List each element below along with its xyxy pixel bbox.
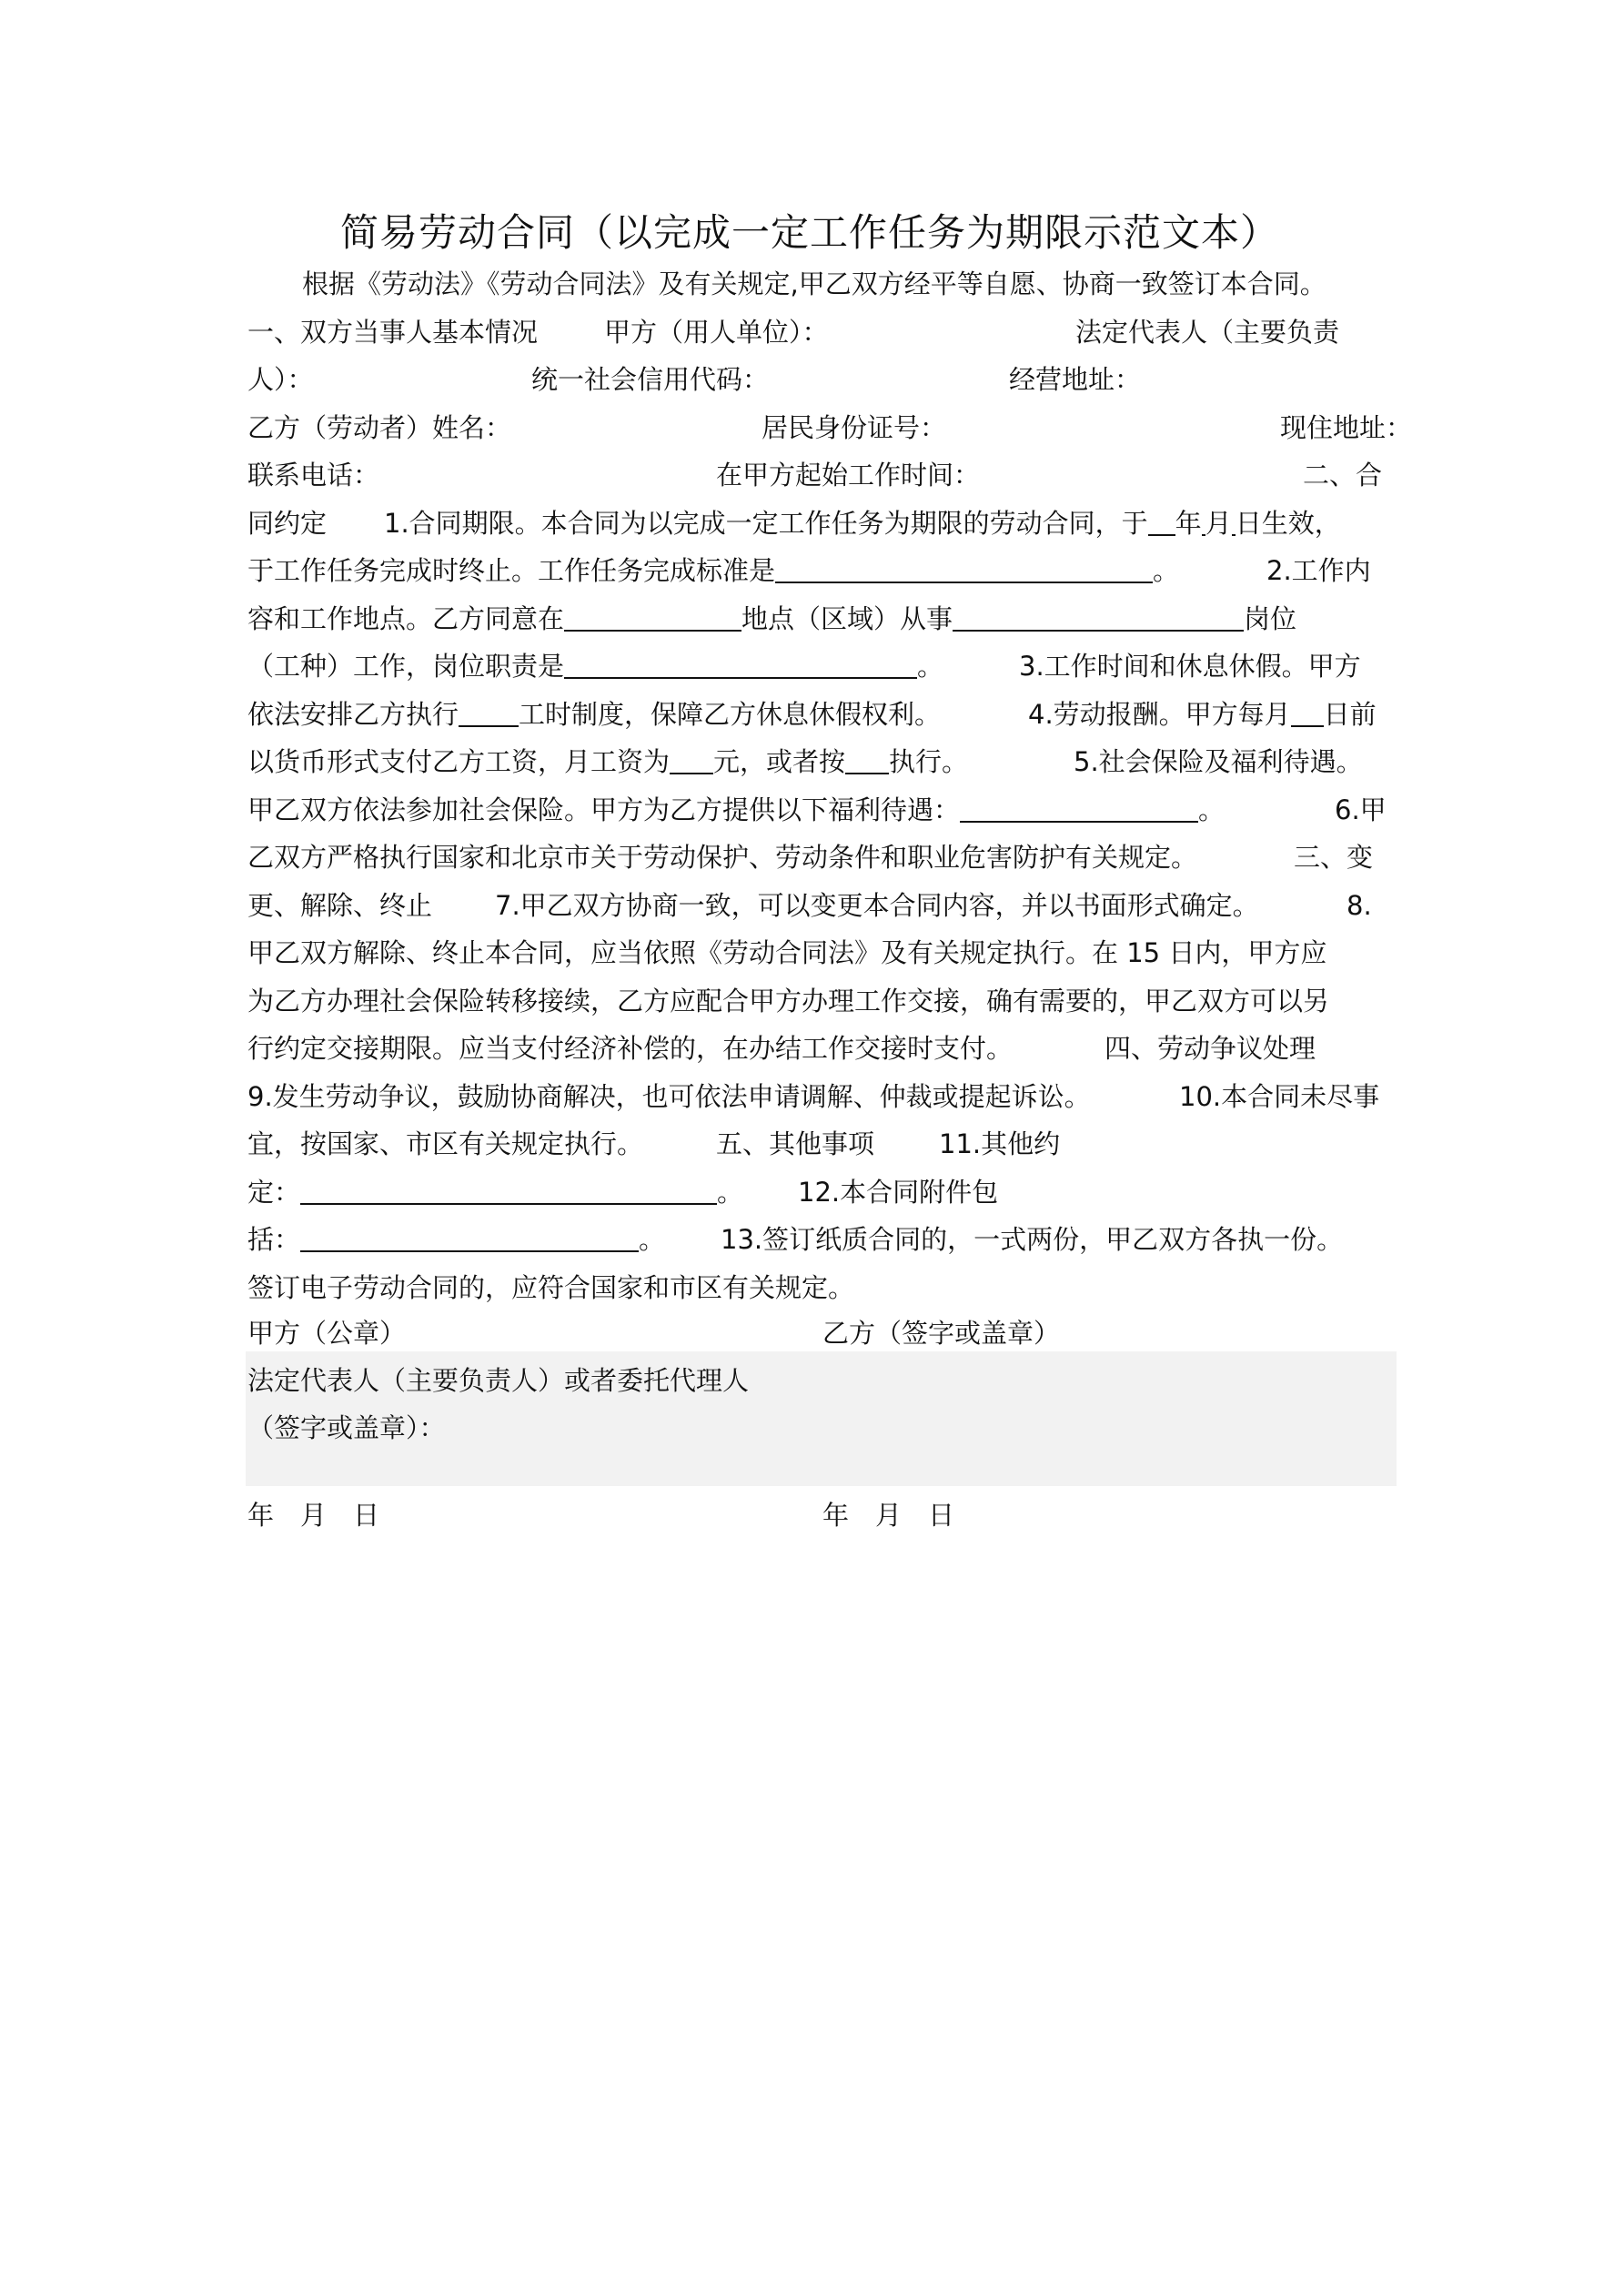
term-clause [384, 505, 1341, 541]
attachments-blank[interactable] [300, 1225, 639, 1252]
clause-6-heading-start: 6.甲 [1335, 794, 1387, 825]
term-text: 1.合同期限。本合同为以完成一定工作任务为期限的劳动合同，于 [384, 508, 1148, 539]
hours-text: 依法安排乙方执行 [247, 699, 459, 730]
representative-sign-label: （签字或盖章）： [247, 1412, 446, 1443]
salary-alt-text: 元，或者按 [713, 746, 846, 777]
other-agreement-clause [247, 1174, 743, 1210]
salary-amount-blank[interactable] [670, 747, 713, 774]
pay-day-text: 日前 [1323, 699, 1377, 730]
clause-7-text: 7.甲乙双方协商一致，可以变更本合同内容，并以书面形式确定。 [495, 890, 1259, 921]
benefits-blank[interactable] [960, 795, 1198, 823]
completion-text: 于工作任务完成时终止。工作任务完成标准是 [247, 555, 776, 586]
pay-day-blank[interactable] [1291, 700, 1324, 727]
section-5-heading: 五、其他事项 [716, 1128, 875, 1159]
start-time-label: 在甲方起始工作时间： [716, 460, 981, 491]
hours-system-blank[interactable] [459, 700, 519, 727]
clause-5-heading: 5.社会保险及福利待遇。 [1074, 746, 1363, 777]
pay-clause [1028, 696, 1377, 733]
credit-code-label: 统一社会信用代码： [531, 364, 770, 395]
phone-label: 联系电话： [247, 460, 380, 491]
clause-4-heading: 4.劳动报酬。甲方每月 [1028, 699, 1291, 730]
effective-text: 日生效， [1235, 508, 1341, 539]
benefits-text: 甲乙双方依法参加社会保险。甲方为乙方提供以下福利待遇： [247, 794, 961, 825]
duties-blank[interactable] [564, 652, 917, 679]
work-location-text: 容和工作地点。乙方同意在 [247, 603, 565, 634]
section-2-heading-end: 同约定 [247, 508, 328, 539]
business-address-label: 经营地址： [1009, 364, 1142, 395]
completion-standard-blank[interactable] [775, 556, 1153, 583]
clause-10-end: 宜，按国家、市区有关规定执行。 [247, 1128, 644, 1159]
section-3-heading-end: 更、解除、终止 [247, 890, 433, 921]
document-title: 简易劳动合同（以完成一定工作任务为期限示范文本） [339, 210, 1279, 255]
party-a-seal-label: 甲方（公章） [247, 1318, 407, 1349]
year-blank[interactable] [1148, 509, 1175, 536]
protection-text: 乙双方严格执行国家和北京市关于劳动保护、劳动条件和职业危害防护有关规定。 [247, 842, 1198, 873]
other-agreement-blank[interactable] [300, 1178, 717, 1205]
section-4-heading: 四、劳动争议处理 [1105, 1033, 1316, 1064]
attachments-clause [247, 1221, 665, 1258]
party-b-name-label: 乙方（劳动者）姓名： [247, 412, 512, 443]
clause-3-heading: 3.工作时间和休息休假。甲方 [1019, 651, 1361, 682]
clause-11-start: 11.其他约 [939, 1128, 1061, 1159]
position-blank[interactable] [953, 604, 1244, 632]
year-label: 年 [1175, 508, 1202, 539]
hours-clause [247, 696, 941, 733]
salary-method-blank[interactable] [845, 747, 889, 774]
legal-rep-label-end: 人）： [247, 364, 314, 395]
benefits-period: 。 [1198, 794, 1226, 825]
month-label: 月 [1205, 508, 1232, 539]
clause-10-start: 10.本合同未尽事 [1179, 1081, 1380, 1112]
clause-12-end: 括： [247, 1224, 301, 1255]
clause-13-text: 13.签订纸质合同的，一式两份，甲乙双方各执一份。 [721, 1224, 1344, 1255]
representative-label: 法定代表人（主要负责人）或者委托代理人 [247, 1365, 750, 1396]
work-location-clause [247, 601, 1296, 637]
clause-11-end: 定： [247, 1177, 301, 1208]
benefits-clause [247, 792, 1225, 828]
current-address-label: 现住地址： [1280, 412, 1413, 443]
duties-text: （工种）工作，岗位职责是 [247, 651, 565, 682]
section-3-heading-start: 三、变 [1294, 842, 1374, 873]
termination-text-2: 为乙方办理社会保险转移接续，乙方应配合甲方办理工作交接，确有需要的，甲乙双方可以另 [247, 986, 1330, 1017]
party-a-date: 年 月 日 [247, 1500, 380, 1531]
salary-text: 以货币形式支付乙方工资，月工资为 [247, 746, 671, 777]
termination-text-3: 行约定交接期限。应当支付经济补偿的，在办结工作交接时支付。 [247, 1033, 1014, 1064]
clause-12-start: 12.本合同附件包 [798, 1177, 999, 1208]
location-blank[interactable] [564, 604, 741, 632]
salary-clause [247, 743, 968, 780]
other-agreement-period: 。 [717, 1177, 744, 1208]
section-1-heading: 一、双方当事人基本情况 [247, 317, 539, 348]
party-b-sign-label: 乙方（签字或盖章） [822, 1318, 1061, 1349]
work-position-text: 地点（区域）从事 [741, 603, 953, 634]
duties-clause [247, 648, 943, 684]
electronic-contract-text: 签订电子劳动合同的，应符合国家和市区有关规定。 [247, 1272, 855, 1303]
duties-period: 。 [917, 651, 944, 682]
legal-rep-label: 法定代表人（主要负责 [1075, 317, 1340, 348]
attachments-period: 。 [639, 1224, 666, 1255]
completion-clause [247, 552, 1179, 589]
section-2-heading-start: 二、合 [1303, 460, 1383, 491]
clause-2-heading: 2.工作内 [1266, 555, 1371, 586]
clause-9-text: 9.发生劳动争议，鼓励协商解决，也可依法申请调解、仲裁或提起诉讼。 [247, 1081, 1091, 1112]
party-a-label: 甲方（用人单位）： [604, 317, 829, 348]
intro-text: 根据《劳动法》《劳动合同法》及有关规定,甲乙双方经平等自愿、协商一致签订本合同。 [302, 268, 1326, 299]
completion-period: 。 [1153, 555, 1180, 586]
party-b-date: 年 月 日 [822, 1500, 955, 1531]
termination-text-1: 甲乙双方解除、终止本合同，应当依照《劳动合同法》及有关规定执行。在 15 日内，甲方应 [247, 937, 1327, 968]
id-number-label: 居民身份证号： [762, 412, 947, 443]
clause-8-number: 8. [1347, 890, 1372, 921]
rest-text: 工时制度，保障乙方休息休假权利。 [519, 699, 942, 730]
position-label: 岗位 [1244, 603, 1297, 634]
salary-execute-text: 执行。 [889, 746, 969, 777]
